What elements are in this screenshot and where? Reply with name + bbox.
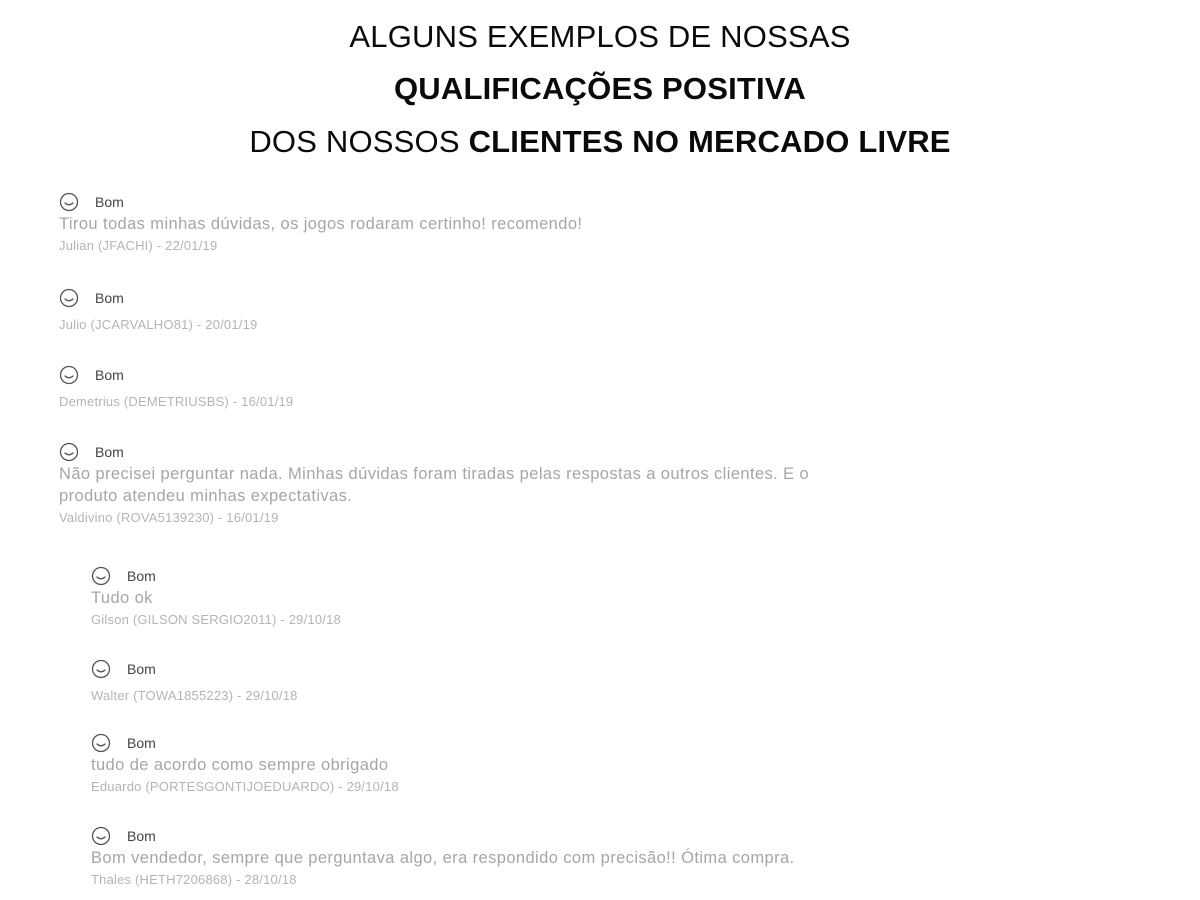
rating-row [59, 442, 809, 462]
review-author: Walter (TOWA1855223) - 29/10/18 [91, 688, 298, 703]
review-author: Gilson (GILSON SERGIO2011) - 29/10/18 [91, 612, 341, 627]
heading-line-3-normal: DOS NOSSOS [249, 124, 460, 159]
rating-row [59, 288, 257, 308]
rating-row [91, 733, 399, 753]
smile-icon [91, 826, 111, 846]
review-author: Demetrius (DEMETRIUSBS) - 16/01/19 [59, 394, 294, 409]
rating-label: Bom [95, 194, 124, 210]
review-author: Valdivino (ROVA5139230) - 16/01/19 [59, 510, 279, 525]
review-item [59, 442, 809, 527]
rating-row [91, 659, 298, 679]
rating-label: Bom [95, 444, 124, 460]
review-item [91, 659, 298, 705]
rating-row [91, 566, 341, 586]
review-author: Thales (HETH7206868) - 28/10/18 [91, 872, 297, 887]
rating-label: Bom [127, 735, 156, 751]
rating-row [59, 365, 293, 385]
rating-label: Bom [95, 367, 124, 383]
review-comment: produto atendeu minhas expectativas. [59, 487, 353, 505]
review-comment: Tudo ok [91, 589, 153, 607]
review-item [59, 288, 257, 334]
review-item [91, 566, 341, 629]
heading-line-3 [0, 122, 1200, 162]
review-author: Julian (JFACHI) - 22/01/19 [59, 238, 218, 253]
review-comment: tudo de acordo como sempre obrigado [91, 756, 389, 774]
review-item [91, 733, 399, 796]
review-comment: Bom vendedor, sempre que perguntava algo, era respondido com precisão!! Ótima compra. [91, 849, 795, 867]
rating-label: Bom [127, 828, 156, 844]
review-item [59, 365, 293, 411]
heading-line-3-bold: CLIENTES NO MERCADO LIVRE [468, 124, 951, 159]
review-author: Julio (JCARVALHO81) - 20/01/19 [59, 317, 258, 332]
smile-icon [59, 442, 79, 462]
rating-label: Bom [127, 661, 156, 677]
review-comment: Tirou todas minhas dúvidas, os jogos rodaram certinho! recomendo! [59, 215, 583, 233]
smile-icon [59, 288, 79, 308]
review-author: Eduardo (PORTESGONTIJOEDUARDO) - 29/10/18 [91, 779, 399, 794]
rating-label: Bom [127, 568, 156, 584]
smile-icon [59, 192, 79, 212]
review-item [91, 826, 795, 889]
smile-icon [91, 659, 111, 679]
review-comment: Não precisei perguntar nada. Minhas dúvidas foram tiradas pelas respostas a outros clientes. E o [59, 465, 810, 483]
rating-row [91, 826, 795, 846]
rating-row [59, 192, 582, 212]
smile-icon [59, 365, 79, 385]
heading-line-2: QUALIFICAÇÕES POSITIVA [393, 71, 807, 106]
smile-icon [91, 566, 111, 586]
rating-label: Bom [95, 290, 124, 306]
smile-icon [91, 733, 111, 753]
review-item [59, 192, 582, 255]
heading-line-1: ALGUNS EXEMPLOS DE NOSSAS [349, 19, 851, 54]
